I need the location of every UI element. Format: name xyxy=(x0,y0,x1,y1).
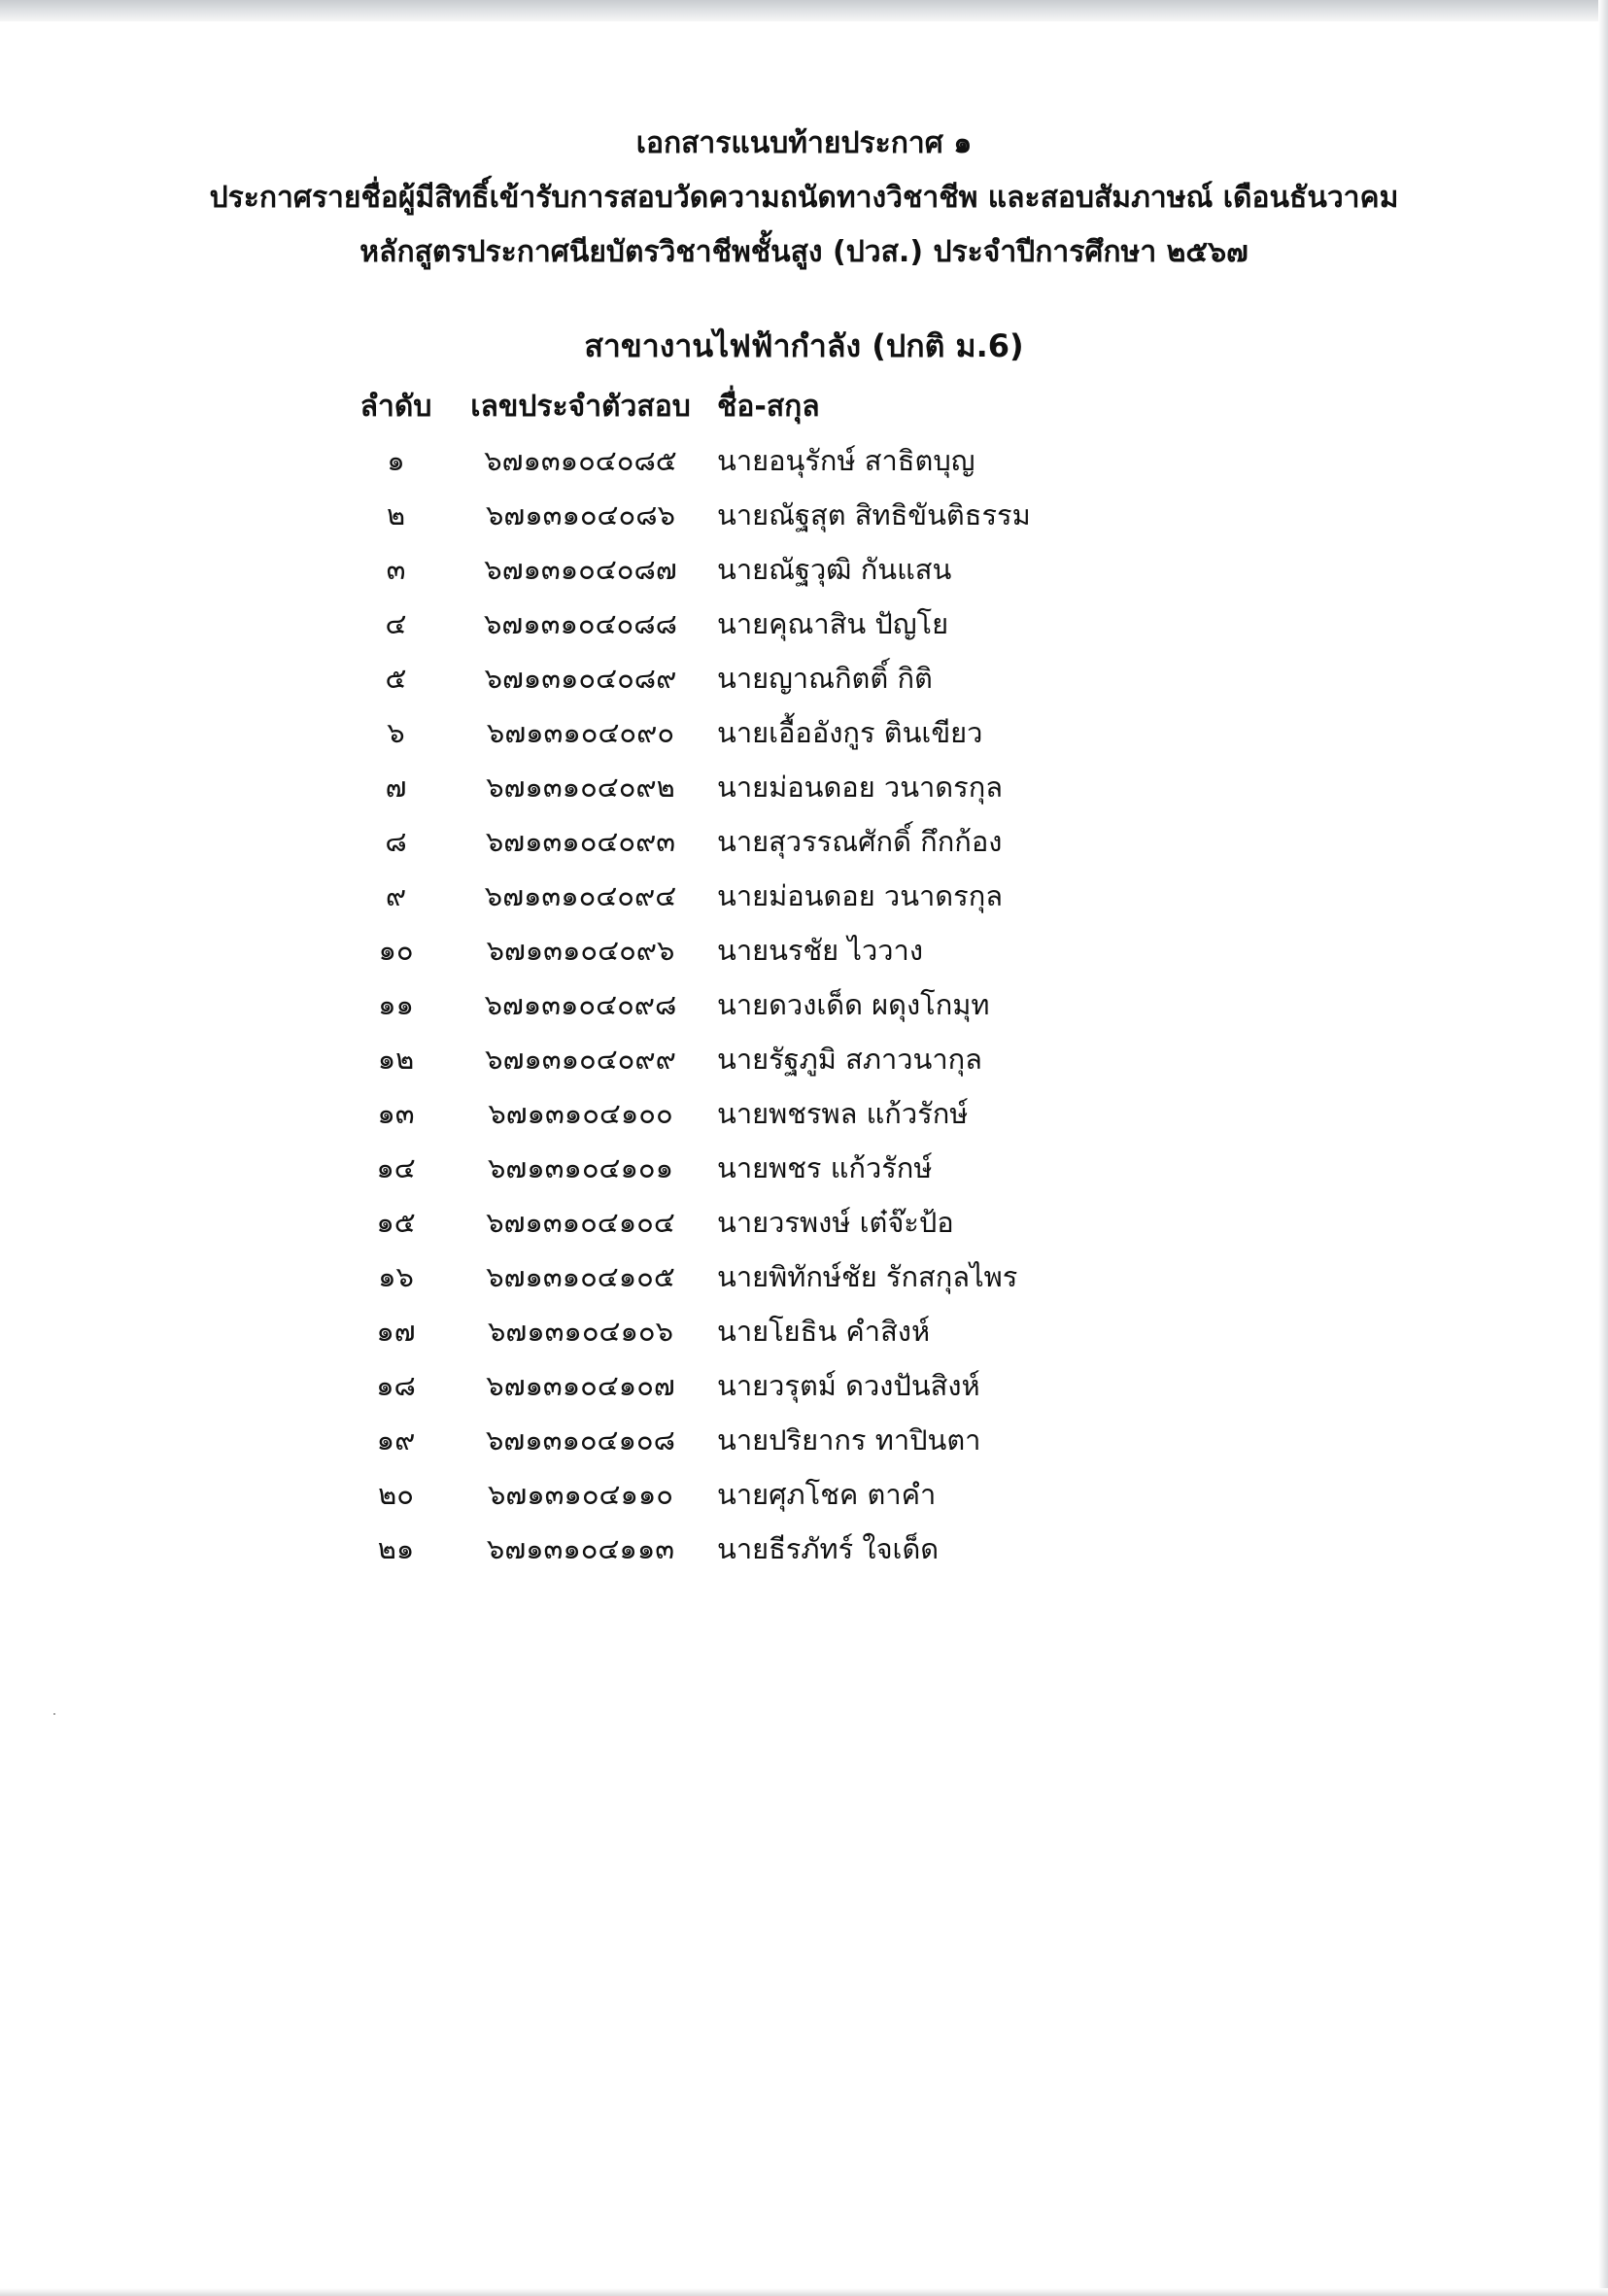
table-row xyxy=(330,1304,1205,1358)
row-number: ๑๗ xyxy=(376,1315,416,1348)
candidate-name: นายสุวรรณศักดิ์ กึกก้อง xyxy=(717,825,1003,858)
candidate-name: นายศุภโชค ตาคำ xyxy=(717,1478,937,1511)
row-number: ๑๑ xyxy=(378,988,414,1021)
table-row xyxy=(330,869,1205,923)
column-header-no: ลำดับ xyxy=(359,389,432,424)
candidate-name: นายโยธิน คำสิงห์ xyxy=(717,1315,931,1348)
candidate-name: นายอนุรักษ์ สาธิตบุญ xyxy=(717,444,975,477)
exam-id: ๖๗๑๓๑๐๔๑๐๑ xyxy=(487,1151,674,1184)
candidate-name: นายญาณกิตติ์ กิติ xyxy=(717,662,933,695)
candidate-name: นายคุณาสิน ปัญโย xyxy=(717,607,949,640)
exam-id: ๖๗๑๓๑๐๔๑๑๓ xyxy=(486,1532,675,1565)
row-number: ๑ xyxy=(387,444,405,477)
row-number: ๒๑ xyxy=(377,1532,415,1565)
table-row xyxy=(330,1413,1205,1467)
row-number: ๓ xyxy=(386,553,406,586)
row-number: ๑๓ xyxy=(377,1097,415,1130)
program-subtitle: หลักสูตรประกาศนียบัตรวิชาชีพชั้นสูง (ปวส.) ประจำปีการศึกษา ๒๕๖๗ xyxy=(359,235,1249,269)
document-header xyxy=(0,117,1608,280)
candidate-name: นายพชรพล แก้วรักษ์ xyxy=(717,1097,969,1130)
exam-id: ๖๗๑๓๑๐๔๑๐๐ xyxy=(488,1097,673,1130)
table-row xyxy=(330,760,1205,814)
candidate-name: นายวรุตม์ ดวงปันสิงห์ xyxy=(717,1369,980,1402)
exam-id: ๖๗๑๓๑๐๔๐๙๒ xyxy=(486,771,675,804)
column-header-exam-id: เลขประจำตัวสอบ xyxy=(470,389,691,424)
exam-id: ๖๗๑๓๑๐๔๐๙๙ xyxy=(485,1043,676,1076)
exam-id: ๖๗๑๓๑๐๔๑๑๐ xyxy=(487,1478,674,1511)
table-row xyxy=(330,1141,1205,1195)
candidate-name: นายณัฐวุฒิ กันแสน xyxy=(717,553,952,586)
table-header-row xyxy=(330,379,1205,433)
scan-speck xyxy=(53,1713,55,1715)
candidate-name: นายดวงเด็ด ผดุงโกมุท xyxy=(717,988,990,1021)
document-title: เอกสารแนบท้ายประกาศ ๑ xyxy=(635,126,973,160)
table-row xyxy=(330,705,1205,760)
exam-id: ๖๗๑๓๑๐๔๐๘๙ xyxy=(484,662,677,695)
table-row xyxy=(330,488,1205,542)
candidate-name: นายนรชัย ไววาง xyxy=(717,934,923,967)
table-row xyxy=(330,1250,1205,1304)
table-row xyxy=(330,651,1205,705)
row-number: ๑๕ xyxy=(376,1206,416,1239)
exam-id: ๖๗๑๓๑๐๔๐๘๕ xyxy=(484,444,677,477)
exam-id: ๖๗๑๓๑๐๔๐๙๓ xyxy=(485,825,676,858)
exam-id: ๖๗๑๓๑๐๔๐๘๘ xyxy=(484,607,677,640)
scan-edge-top xyxy=(0,0,1608,21)
row-number: ๑๔ xyxy=(376,1151,416,1184)
announcement-subtitle: ประกาศรายชื่อผู้มีสิทธิ์เข้ารับการสอบวัดความถนัดทางวิชาชีพ และสอบสัมภาษณ์ เดือนธันวาคม xyxy=(209,181,1399,215)
candidate-name: นายรัฐภูมิ สภาวนากุล xyxy=(717,1043,982,1076)
column-header-name: ชื่อ-สกุล xyxy=(717,389,820,424)
row-number: ๑๙ xyxy=(376,1423,416,1456)
exam-id: ๖๗๑๓๑๐๔๐๘๖ xyxy=(486,498,675,531)
exam-id: ๖๗๑๓๑๐๔๐๙๔ xyxy=(484,879,677,912)
candidate-name: นายณัฐสุต สิทธิขันติธรรม xyxy=(717,498,1031,531)
row-number: ๑๐ xyxy=(378,934,414,967)
exam-id: ๖๗๑๓๑๐๔๑๐๕ xyxy=(486,1260,675,1293)
exam-id: ๖๗๑๓๑๐๔๑๐๗ xyxy=(486,1369,675,1402)
exam-id: ๖๗๑๓๑๐๔๐๘๗ xyxy=(484,553,677,586)
row-number: ๒๐ xyxy=(378,1478,414,1511)
candidate-name: นายธีรภัทร์ ใจเด็ด xyxy=(717,1532,940,1565)
row-number: ๙ xyxy=(385,879,407,912)
row-number: ๘ xyxy=(385,825,407,858)
row-number: ๑๒ xyxy=(377,1043,415,1076)
table-row xyxy=(330,1032,1205,1086)
candidate-table xyxy=(330,379,1205,1576)
table-row xyxy=(330,1467,1205,1522)
row-number: ๕ xyxy=(385,662,407,695)
table-row xyxy=(330,1522,1205,1576)
row-number: ๖ xyxy=(387,716,405,749)
exam-id: ๖๗๑๓๑๐๔๐๙๖ xyxy=(486,934,675,967)
table-row xyxy=(330,1086,1205,1141)
exam-id: ๖๗๑๓๑๐๔๑๐๔ xyxy=(486,1206,675,1239)
exam-id: ๖๗๑๓๑๐๔๑๐๘ xyxy=(486,1423,675,1456)
table-row xyxy=(330,814,1205,869)
exam-id: ๖๗๑๓๑๐๔๐๙๐ xyxy=(486,716,675,749)
row-number: ๒ xyxy=(386,498,406,531)
table-row xyxy=(330,433,1205,488)
row-number: ๗ xyxy=(385,771,407,804)
exam-id: ๖๗๑๓๑๐๔๑๐๖ xyxy=(487,1315,674,1348)
candidate-name: นายม่อนดอย วนาดรกุล xyxy=(717,771,1004,804)
table-row xyxy=(330,1195,1205,1250)
section-title: สาขางานไฟฟ้ากำลัง (ปกติ ม.6) xyxy=(584,327,1024,364)
row-number: ๔ xyxy=(385,607,407,640)
candidate-name: นายพิทักษ์ชัย รักสกุลไพร xyxy=(717,1260,1018,1293)
row-number: ๑๘ xyxy=(376,1369,416,1402)
row-number: ๑๖ xyxy=(378,1260,414,1293)
candidate-name: นายม่อนดอย วนาดรกุล xyxy=(717,879,1004,912)
candidate-name: นายวรพงษ์ เต๋จ๊ะป้อ xyxy=(717,1206,954,1239)
scan-edge-bottom xyxy=(0,2288,1608,2296)
exam-id: ๖๗๑๓๑๐๔๐๙๘ xyxy=(484,988,677,1021)
candidate-name: นายปริยากร ทาปินตา xyxy=(717,1423,981,1456)
table-row xyxy=(330,1358,1205,1413)
table-row xyxy=(330,597,1205,651)
candidate-name: นายเอื้ออังกูร ตินเขียว xyxy=(717,716,983,749)
candidate-name: นายพชร แก้วรักษ์ xyxy=(717,1151,933,1184)
table-row xyxy=(330,542,1205,597)
table-row xyxy=(330,977,1205,1032)
table-row xyxy=(330,923,1205,977)
